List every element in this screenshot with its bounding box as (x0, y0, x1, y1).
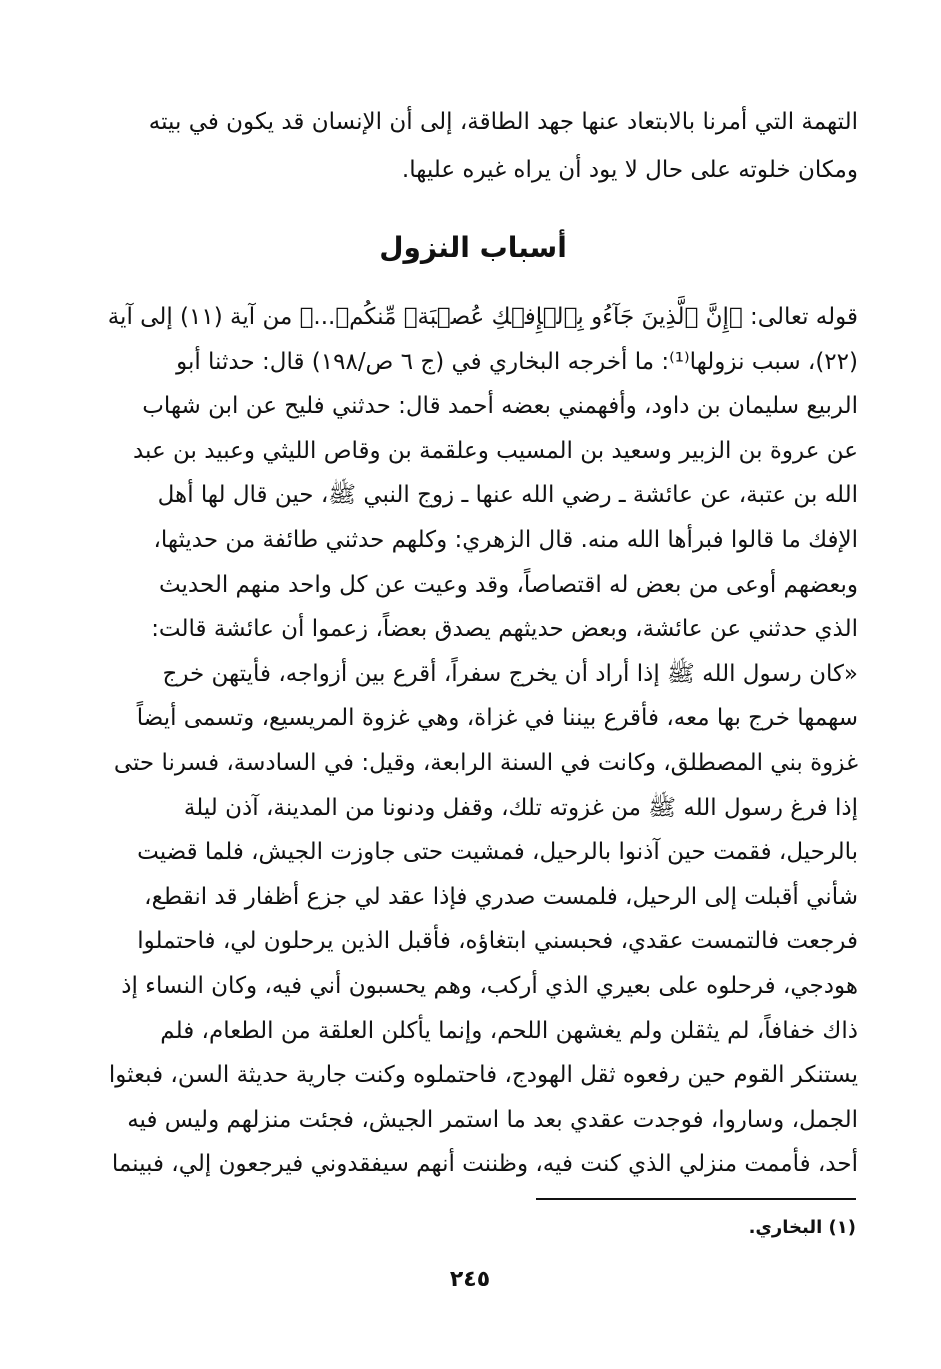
body-line: «كان رسول الله ﷺ إذا أراد أن يخرج سفراً، أقرع بين أزواجه، فأيتهن خرج (162, 660, 858, 687)
body-line: الذي حدثني عن عائشة، وبعض حديثهم يصدق بعضاً، زعموا أن عائشة قالت: (151, 616, 858, 643)
section-title: أسباب النزول (379, 231, 567, 264)
footnote-divider (536, 1198, 856, 1200)
body-line: أحد، فأممت منزلي الذي كنت فيه، وظننت أنهم سيفقدوني فيرجعون إلي، فبينما (111, 1151, 858, 1178)
footnote: (١) البخاري. (748, 1217, 856, 1238)
body-line: الإفك ما قالوا فبرأها الله منه. قال الزهري: وكلهم حدثني طائفة من حديثها، (153, 526, 858, 553)
body-line: شأني أقبلت إلى الرحيل، فلمست صدري فإذا عقد لي جزع أظفار قد انقطع، (144, 883, 858, 910)
body-line: وبعضهم أوعى من بعض له اقتصاصاً، وقد وعيت عن كل واحد منهم الحديث (158, 571, 858, 598)
intro-line: التهمة التي أمرنا بالابتعاد عنها جهد الطاقة، إلى أن الإنسان قد يكون في بيته (148, 109, 858, 135)
body-line: ذاك خفافاً، لم يثقلن ولم يغشهن اللحم، وإنما يأكلن العلقة من الطعام، فلم (160, 1017, 858, 1044)
body-line: الجمل، وساروا، فوجدت عقدي بعد ما استمر الجيش، فجئت منزلهم وليس فيه (127, 1106, 858, 1133)
body-line: الله بن عتبة، عن عائشة ـ رضي الله عنها ـ زوج النبي ﷺ، حين قال لها أهل (157, 482, 858, 509)
body-line: عن عروة بن الزبير وسعيد بن المسيب وعلقمة بن وقاص الليثي وعبيد بن عبد (132, 437, 858, 464)
body-line: فرجعت فالتمست عقدي، فحبسني ابتغاؤه، فأقبل الذين يرحلون لي، فاحتملوا (137, 928, 858, 955)
body-line: إذا فرغ رسول الله ﷺ من غزوته تلك، وقفل ودنونا من المدينة، آذن ليلة (183, 794, 858, 821)
body-line: هودجي، فرحلوه على بعيري الذي أركب، وهم يحسبون أني فيه، وكان النساء إذ (121, 972, 858, 999)
body-line: بالرحيل، فقمت حين آذنوا بالرحيل، فمشيت حتى جاوزت الجيش، فلما قضيت (137, 839, 858, 866)
page-number: ٢٤٥ (449, 1267, 491, 1292)
intro-line: ومكان خلوته على حال لا يود أن يراه غيره عليها. (401, 157, 858, 183)
body-line: غزوة بني المصطلق، وكانت في السنة الرابعة، وقيل: في السادسة، فسرنا حتى (113, 749, 858, 776)
body-line: قوله تعالى: ﴿إِنَّ ٱلَّذِينَ جَآءُو بِٱلۡإِفۡكِ عُصۡبَةٞ مِّنكُمۡ...﴾ من آية (١١) إلى آية (107, 304, 858, 330)
intro-paragraph (88, 98, 858, 194)
body-line: سهمها خرج بها معه، فأقرع بيننا في غزاة، وهي غزوة المريسيع، وتسمى أيضاً (136, 705, 858, 732)
body-line: الربيع سليمان بن داود، وأفهمني بعضه أحمد قال: حدثني فليح عن ابن شهاب (142, 393, 858, 420)
body-line: يستنكر القوم حين رفعوه ثقل الهودج، فاحتملوه وكنت جارية حديثة السن، فبعثوا (108, 1062, 858, 1089)
body-paragraph (88, 295, 858, 1187)
body-line: (٢٢)، سبب نزولها⁽¹⁾: ما أخرجه البخاري في (ج ٦ ص/١٩٨) قال: حدثنا أبو (176, 348, 858, 375)
